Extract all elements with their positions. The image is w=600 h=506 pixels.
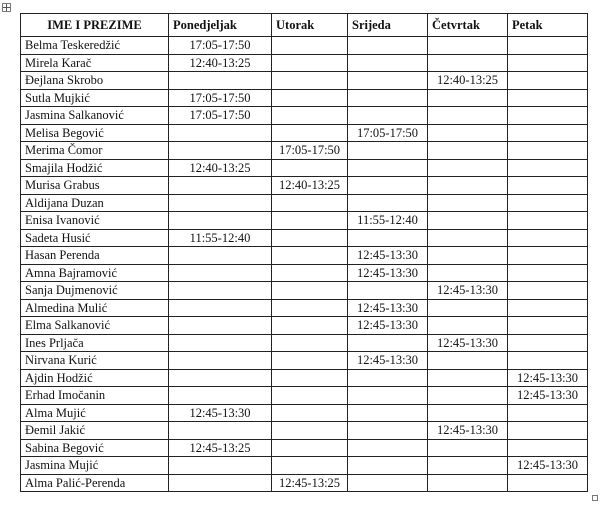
cell-tuesday[interactable] [272, 159, 348, 177]
table-row [21, 404, 588, 422]
cell-tuesday[interactable] [272, 72, 348, 90]
cell-name[interactable]: Sanja Dujmenović [21, 282, 169, 300]
cell-thursday[interactable] [428, 247, 508, 265]
cell-name[interactable]: Murisa Grabus [21, 177, 169, 195]
cell-wednesday[interactable]: 17:05-17:50 [348, 124, 428, 142]
cell-wednesday[interactable] [348, 457, 428, 475]
cell-monday[interactable] [169, 334, 272, 352]
cell-wednesday[interactable] [348, 369, 428, 387]
cell-friday[interactable] [508, 317, 588, 335]
cell-friday[interactable] [508, 334, 588, 352]
cell-friday[interactable] [508, 404, 588, 422]
cell-wednesday[interactable] [348, 177, 428, 195]
cell-wednesday[interactable]: 11:55-12:40 [348, 212, 428, 230]
cell-wednesday[interactable]: 12:45-13:30 [348, 352, 428, 370]
cell-friday[interactable]: 12:45-13:30 [508, 457, 588, 475]
cell-monday[interactable] [169, 369, 272, 387]
cell-thursday[interactable] [428, 107, 508, 125]
cell-monday[interactable]: 12:40-13:25 [169, 54, 272, 72]
cell-monday[interactable] [169, 194, 272, 212]
cell-name[interactable]: Almedina Mulić [21, 299, 169, 317]
cell-thursday[interactable] [428, 54, 508, 72]
cell-friday[interactable] [508, 177, 588, 195]
cell-thursday[interactable] [428, 439, 508, 457]
cell-tuesday[interactable] [272, 352, 348, 370]
cell-thursday[interactable] [428, 299, 508, 317]
cell-monday[interactable]: 12:40-13:25 [169, 159, 272, 177]
cell-wednesday[interactable] [348, 194, 428, 212]
cell-friday[interactable] [508, 282, 588, 300]
cell-name[interactable]: Merima Čomor [21, 142, 169, 160]
cell-friday[interactable] [508, 159, 588, 177]
cell-tuesday[interactable] [272, 194, 348, 212]
cell-wednesday[interactable]: 12:45-13:30 [348, 299, 428, 317]
cell-wednesday[interactable] [348, 404, 428, 422]
cell-wednesday[interactable] [348, 282, 428, 300]
cell-friday[interactable] [508, 124, 588, 142]
cell-wednesday[interactable] [348, 439, 428, 457]
cell-name[interactable]: Ajdin Hodžić [21, 369, 169, 387]
cell-friday[interactable] [508, 264, 588, 282]
cell-thursday[interactable] [428, 89, 508, 107]
cell-tuesday[interactable] [272, 369, 348, 387]
cell-name[interactable]: Đejlana Skrobo [21, 72, 169, 90]
cell-name[interactable]: Elma Salkanović [21, 317, 169, 335]
cell-thursday[interactable] [428, 474, 508, 492]
cell-friday[interactable] [508, 352, 588, 370]
table-row [21, 282, 588, 300]
table-row [21, 177, 588, 195]
table-move-handle-icon[interactable] [2, 3, 11, 12]
cell-thursday[interactable] [428, 264, 508, 282]
cell-tuesday[interactable] [272, 457, 348, 475]
cell-name[interactable]: Alma Palić-Perenda [21, 474, 169, 492]
table-row [21, 142, 588, 160]
cell-thursday[interactable]: 12:45-13:30 [428, 282, 508, 300]
cell-name[interactable]: Sutla Mujkić [21, 89, 169, 107]
cell-wednesday[interactable] [348, 142, 428, 160]
cell-name[interactable]: Jasmina Salkanović [21, 107, 169, 125]
cell-friday[interactable] [508, 37, 588, 55]
cell-name[interactable]: Sabina Begović [21, 439, 169, 457]
table-row [21, 54, 588, 72]
cell-tuesday[interactable] [272, 299, 348, 317]
cell-thursday[interactable] [428, 229, 508, 247]
table-row [21, 474, 588, 492]
cell-monday[interactable] [169, 264, 272, 282]
cell-thursday[interactable] [428, 404, 508, 422]
cell-monday[interactable]: 11:55-12:40 [169, 229, 272, 247]
cell-monday[interactable] [169, 177, 272, 195]
cell-monday[interactable] [169, 124, 272, 142]
cell-thursday[interactable] [428, 317, 508, 335]
table-row [21, 317, 588, 335]
cell-monday[interactable] [169, 247, 272, 265]
cell-name[interactable]: Smajila Hodžić [21, 159, 169, 177]
cell-friday[interactable] [508, 229, 588, 247]
cell-wednesday[interactable] [348, 107, 428, 125]
cell-tuesday[interactable] [272, 264, 348, 282]
cell-tuesday[interactable] [272, 247, 348, 265]
cell-tuesday[interactable] [272, 54, 348, 72]
cell-monday[interactable] [169, 387, 272, 405]
table-row [21, 352, 588, 370]
cell-thursday[interactable] [428, 177, 508, 195]
cell-thursday[interactable] [428, 387, 508, 405]
table-row [21, 72, 588, 90]
cell-tuesday[interactable] [272, 317, 348, 335]
cell-friday[interactable] [508, 439, 588, 457]
cell-monday[interactable] [169, 212, 272, 230]
cell-tuesday[interactable] [272, 387, 348, 405]
cell-tuesday[interactable] [272, 37, 348, 55]
table-row [21, 334, 588, 352]
cell-tuesday[interactable]: 17:05-17:50 [272, 142, 348, 160]
header-row [21, 14, 588, 37]
cell-friday[interactable] [508, 247, 588, 265]
cell-monday[interactable] [169, 422, 272, 440]
cell-friday[interactable] [508, 89, 588, 107]
cell-name[interactable]: Mirela Karač [21, 54, 169, 72]
cell-friday[interactable] [508, 422, 588, 440]
cell-name[interactable]: Sadeta Husić [21, 229, 169, 247]
table-row [21, 387, 588, 405]
cell-name[interactable]: Hasan Perenda [21, 247, 169, 265]
cell-wednesday[interactable] [348, 54, 428, 72]
cell-thursday[interactable]: 12:45-13:30 [428, 422, 508, 440]
cell-friday[interactable] [508, 212, 588, 230]
header-friday: Petak [508, 14, 588, 37]
cell-monday[interactable] [169, 317, 272, 335]
cell-wednesday[interactable] [348, 474, 428, 492]
cell-monday[interactable] [169, 142, 272, 160]
header-name: IME I PREZIME [21, 14, 169, 37]
cell-friday[interactable] [508, 107, 588, 125]
cell-thursday[interactable] [428, 194, 508, 212]
cell-monday[interactable] [169, 474, 272, 492]
cell-name[interactable]: Amna Bajramović [21, 264, 169, 282]
cell-wednesday[interactable] [348, 229, 428, 247]
table-row [21, 37, 588, 55]
cell-name[interactable]: Alma Mujić [21, 404, 169, 422]
cell-wednesday[interactable] [348, 387, 428, 405]
cell-monday[interactable]: 17:05-17:50 [169, 89, 272, 107]
cell-tuesday[interactable] [272, 422, 348, 440]
table-row [21, 124, 588, 142]
cell-tuesday[interactable] [272, 89, 348, 107]
schedule-body [21, 37, 588, 492]
table-row [21, 457, 588, 475]
cell-thursday[interactable] [428, 369, 508, 387]
header-monday: Ponedjeljak [169, 14, 272, 37]
cell-name[interactable]: Enisa Ivanović [21, 212, 169, 230]
header-wednesday: Srijeda [348, 14, 428, 37]
cell-thursday[interactable] [428, 352, 508, 370]
cell-wednesday[interactable] [348, 422, 428, 440]
table-row [21, 299, 588, 317]
cell-name[interactable]: Đemil Jakić [21, 422, 169, 440]
cell-friday[interactable] [508, 299, 588, 317]
cell-monday[interactable]: 12:45-13:30 [169, 404, 272, 422]
table-row [21, 194, 588, 212]
cell-name[interactable]: Melisa Begović [21, 124, 169, 142]
cell-thursday[interactable] [428, 457, 508, 475]
cell-tuesday[interactable] [272, 282, 348, 300]
cell-monday[interactable]: 17:05-17:50 [169, 37, 272, 55]
table-row [21, 159, 588, 177]
cell-friday[interactable] [508, 72, 588, 90]
cell-tuesday[interactable] [272, 124, 348, 142]
table-row [21, 369, 588, 387]
cell-friday[interactable] [508, 194, 588, 212]
cell-wednesday[interactable]: 12:45-13:30 [348, 317, 428, 335]
table-row [21, 264, 588, 282]
cell-thursday[interactable] [428, 212, 508, 230]
cell-monday[interactable] [169, 352, 272, 370]
cell-name[interactable]: Erhad Imočanin [21, 387, 169, 405]
cell-friday[interactable]: 12:45-13:30 [508, 369, 588, 387]
table-row [21, 439, 588, 457]
cell-tuesday[interactable] [272, 212, 348, 230]
cell-thursday[interactable] [428, 142, 508, 160]
table-resize-handle-icon[interactable] [592, 495, 598, 501]
cell-thursday[interactable] [428, 37, 508, 55]
cell-tuesday[interactable] [272, 404, 348, 422]
cell-thursday[interactable] [428, 159, 508, 177]
header-tuesday: Utorak [272, 14, 348, 37]
table-row [21, 89, 588, 107]
cell-monday[interactable] [169, 282, 272, 300]
cell-wednesday[interactable]: 12:45-13:30 [348, 247, 428, 265]
table-row [21, 107, 588, 125]
cell-tuesday[interactable] [272, 107, 348, 125]
cell-name[interactable]: Nirvana Kurić [21, 352, 169, 370]
cell-tuesday[interactable] [272, 334, 348, 352]
header-thursday: Četvrtak [428, 14, 508, 37]
cell-monday[interactable] [169, 72, 272, 90]
cell-tuesday[interactable]: 12:40-13:25 [272, 177, 348, 195]
schedule-table [20, 13, 588, 492]
cell-monday[interactable] [169, 457, 272, 475]
cell-name[interactable]: Belma Teskeredžić [21, 37, 169, 55]
cell-thursday[interactable]: 12:45-13:30 [428, 334, 508, 352]
cell-wednesday[interactable] [348, 334, 428, 352]
cell-name[interactable]: Aldijana Duzan [21, 194, 169, 212]
cell-wednesday[interactable] [348, 72, 428, 90]
cell-wednesday[interactable] [348, 37, 428, 55]
cell-tuesday[interactable] [272, 439, 348, 457]
cell-thursday[interactable]: 12:40-13:25 [428, 72, 508, 90]
cell-friday[interactable] [508, 142, 588, 160]
cell-tuesday[interactable]: 12:45-13:25 [272, 474, 348, 492]
table-row [21, 422, 588, 440]
table-row [21, 212, 588, 230]
cell-wednesday[interactable] [348, 89, 428, 107]
cell-name[interactable]: Jasmina Mujić [21, 457, 169, 475]
cell-tuesday[interactable] [272, 229, 348, 247]
cell-friday[interactable]: 12:45-13:30 [508, 387, 588, 405]
cell-name[interactable]: Ines Prljača [21, 334, 169, 352]
cell-monday[interactable] [169, 299, 272, 317]
cell-friday[interactable] [508, 54, 588, 72]
cell-monday[interactable]: 17:05-17:50 [169, 107, 272, 125]
table-row [21, 247, 588, 265]
table-row [21, 229, 588, 247]
cell-thursday[interactable] [428, 124, 508, 142]
cell-wednesday[interactable]: 12:45-13:30 [348, 264, 428, 282]
cell-monday[interactable]: 12:45-13:25 [169, 439, 272, 457]
cell-friday[interactable] [508, 474, 588, 492]
cell-wednesday[interactable] [348, 159, 428, 177]
